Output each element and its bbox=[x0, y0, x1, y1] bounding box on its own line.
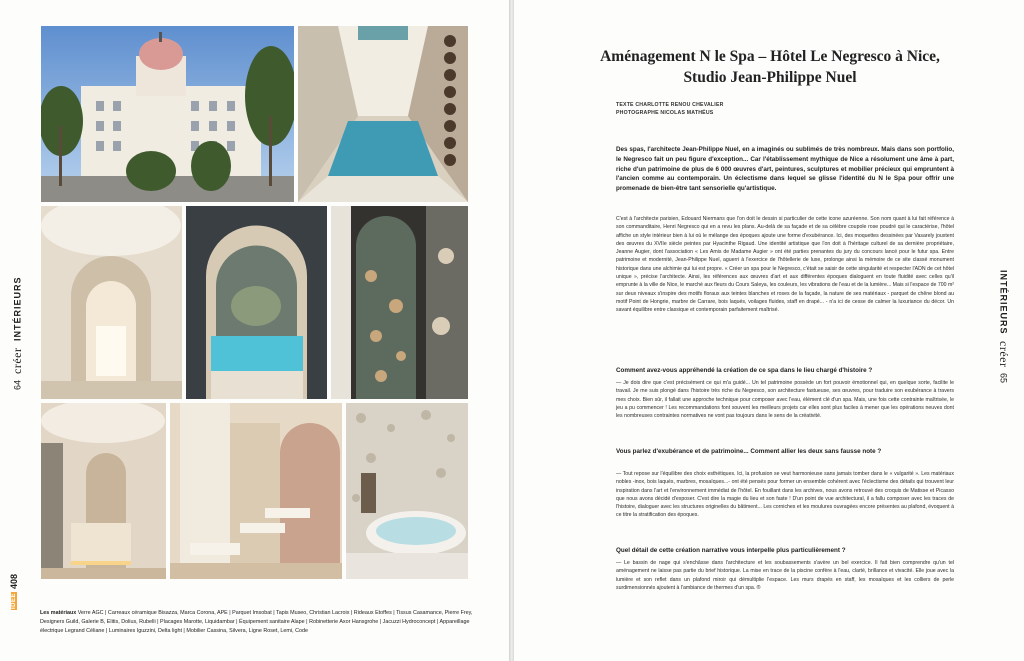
left-page-number: 64 bbox=[12, 379, 23, 390]
relaxation-room-photo bbox=[170, 403, 342, 579]
answer-3: — Le bassin de nage qui s'enchâsse dans l'architecture et les soubassements s'avère un bel exercice. Il fait bien comprendre qu'un tel aménagement ne laisse pas partie du brief historique. La mise en trace de la piscine confère à l'eau, clarté, brillance et vivacité. Elle joue avec la lumière et son reflet dans un plafond miroir qui démultiplie l'espace. Les murs drapés en staff, les mosaïques et les colliers de perle surdimensionnés ajoutent à l'ambiance de thermes d'un spa. ® bbox=[616, 560, 954, 591]
article-credits bbox=[616, 101, 724, 117]
question-2: Vous parlez d'exubérance et de patrimoine... Comment allier les deux sans fausse note ? bbox=[616, 448, 882, 455]
answer-1: — Je dois dire que c'est précisément ce qui m'a guidé... Un tel patrimoine possède un fort pouvoir émotionnel qui, en quelque sorte, facilite le travail. Je me suis plongé dans l'histoire très riche du Negresco, son architecture fastueuse, ses œuvres, pour traduire son exubérance à travers mes choix. Bien sûr, il fallait une approche technique pour composer avec l'eau, élément clé d'un spa. Mais, une fois cette contrainte maîtrisée, le jeu a pu commencer ! Les recommandations font souvent les meilleurs projets car elles sont plus faciles à mener que les opérations neuves dont les nombreuses contraintes normatives ne vont pas toujours dans le sens de la créativité. bbox=[616, 380, 954, 420]
swimming-pool-corridor-photo bbox=[298, 26, 468, 202]
right-magazine-brand: créer bbox=[997, 340, 1011, 367]
left-page-side-label bbox=[10, 270, 25, 390]
article-body-intro: C'est à l'architecte parisien, Edouard Niermans que l'on doit le dessin si particulier de cette icone azuréenne. Son nom quant à lui fait référence à son commanditaire, Henri Negresco qui en a revu les plans. Au-delà de sa façade et de sa célèbre coupole rose poudré qui le caractérise, l'hôtel affiche un style intérieur bien à lui où le mélange des époques ajoute une forme d'exubérance. Ici, des moquettes dessinées par Vasarely jouxtent des œuvres du XVIIe siècle peintes par Hyacinthe Rigaud. Une identité artistique que l'on doit à l'héritage culturel de sa dernière propriétaire, Jeanne Augier, dont l'association « Les Amis de Madame Augier » ont été parties prenantes du jury du concours lancé pour le futur spa. Entre patrimoine et modernité, Jean-Philippe Nuel, aguerri à l'exercice de l'hôtellerie de luxe, prolonge ainsi la mémoire de ce site classé monument historique dans une alchimie qui lui est propre. « Créer un spa pour le Negresco, c'était se saisir de cette singularité et respecter l'ADN de cet hôtel unique », précise l'architecte. Ainsi, les références aux œuvres d'art et aux différentes époques dialoguent en toute fluidité avec celles qu'il emprunte à la ville de Nice, le marché aux fleurs du Cours Saleya, les couleurs, les vibrations de l'eau et de la lumière... Mais si l'espace de 700 m² sur deux niveaux s'inspire des motifs floraux aux teintes blanches et roses de la façade, la nature de ses matériaux - parquet de chêne blond au motif Point de Hongrie, marbre de Carrare, bois laqués, voilages fluides, staff en drapé... - n'a ici de cesse de calmer la luxuriance du décor. Un savant équilibre entre classique et contemporain parfaitement maîtrisé. bbox=[616, 216, 954, 314]
left-section-label: INTÉRIEURS bbox=[12, 276, 23, 342]
left-page bbox=[0, 0, 509, 661]
question-3: Quel détail de cette création narrative vous interpelle plus particulièrement ? bbox=[616, 547, 846, 554]
hotel-facade-photo bbox=[41, 26, 294, 202]
credit-text: TEXTE CHARLOTTE RENOU CHEVALIER bbox=[616, 102, 724, 108]
article-title: Aménagement N le Spa – Hôtel Le Negresco à Nice, Studio Jean-Philippe Nuel bbox=[600, 48, 940, 86]
materials-label: Les matériaux bbox=[40, 610, 77, 616]
right-page-side-label bbox=[996, 270, 1011, 390]
mosaic-corridor-photo bbox=[331, 206, 468, 399]
right-page-number: 65 bbox=[998, 373, 1009, 384]
left-magazine-brand: créer bbox=[10, 347, 24, 374]
jacuzzi-room-photo bbox=[346, 403, 468, 579]
question-1: Comment avez-vous appréhendé la création de ce spa dans le lieu chargé d'histoire ? bbox=[616, 367, 873, 374]
materials-credits bbox=[40, 609, 480, 637]
issue-logo: IDEE bbox=[11, 592, 17, 609]
credit-photo: PHOTOGRAPHE NICOLAS MATHÉUS bbox=[616, 110, 714, 116]
article-lead: Des spas, l'architecte Jean-Philippe Nuel, en a imaginés ou sublimés de très nombreux. Mais dans son portfolio, le Negresco fait un peu figure d'exception... Car l'établissement mythique de Nice a résolument une âme à part, riche d'un patrimoine de plus de 6 000 œuvres d'art, peintures, sculptures et mobilier précieux qui empruntent à l'ancien comme au contemporain. Un éclectisme dans lequel se glisse l'identité du N le Spa pour offrir une promenade de bien-être tant sensorielle qu'artistique. bbox=[616, 146, 954, 193]
white-arch-lounge-photo bbox=[41, 206, 182, 399]
arched-pool-photo bbox=[186, 206, 327, 399]
reception-desk-photo bbox=[41, 403, 166, 579]
issue-number: 408 bbox=[9, 573, 19, 589]
answer-2: — Tout repose sur l'équilibre des choix esthétiques. Ici, la profusion se veut harmonieuse sans jamais tomber dans le « vulgarité ». Les matériaux nobles -inox, bois laqués, marbres, mosaïques...- ont été pensés pour former un ensemble cohérent avec l'éclectisme des détails qui trouvent leur inspiration dans l'art et l'environnement immédiat de l'hôtel. En fouillant dans les archives, nous avons retrouvé des croquis de Matisse et Picasso que nous avons décidé d'exposer. C'est dire la magie du lieu et son faste ! D'un point de vue architectural, il a fallu composer avec les traces de l'histoire, dialoguer avec les structures originelles du bâtiment... Les corniches et les moulures ouvragées encore présentes au plafond, évoquent à ce titre la stratification des époques. bbox=[616, 471, 954, 519]
issue-mark bbox=[8, 573, 20, 610]
materials-text: Verre AGC | Carreaux céramique Bisazza, Marca Corona, APE | Parquet Imsobat | Tapis Museo, Christian Lacroix | Rideaux Etoffes | Tissus Casamance, Pierre Frey, Designers Guild, Galerie B, Elitis, Dolius, Rubelli | Placages Marotte, Liquidambar | Équipement sanitaire Alape | Robinetterie Axor Hansgrohe | Jacuzzi Hydroconcept | Appareillage électrique Legrand Céliane | Luminaires Iguzzini, Delta light | Mobilier Cassina, Silvera, Ligne Roset, Lemi, Code bbox=[40, 610, 473, 635]
right-section-label: INTÉRIEURS bbox=[998, 270, 1009, 335]
